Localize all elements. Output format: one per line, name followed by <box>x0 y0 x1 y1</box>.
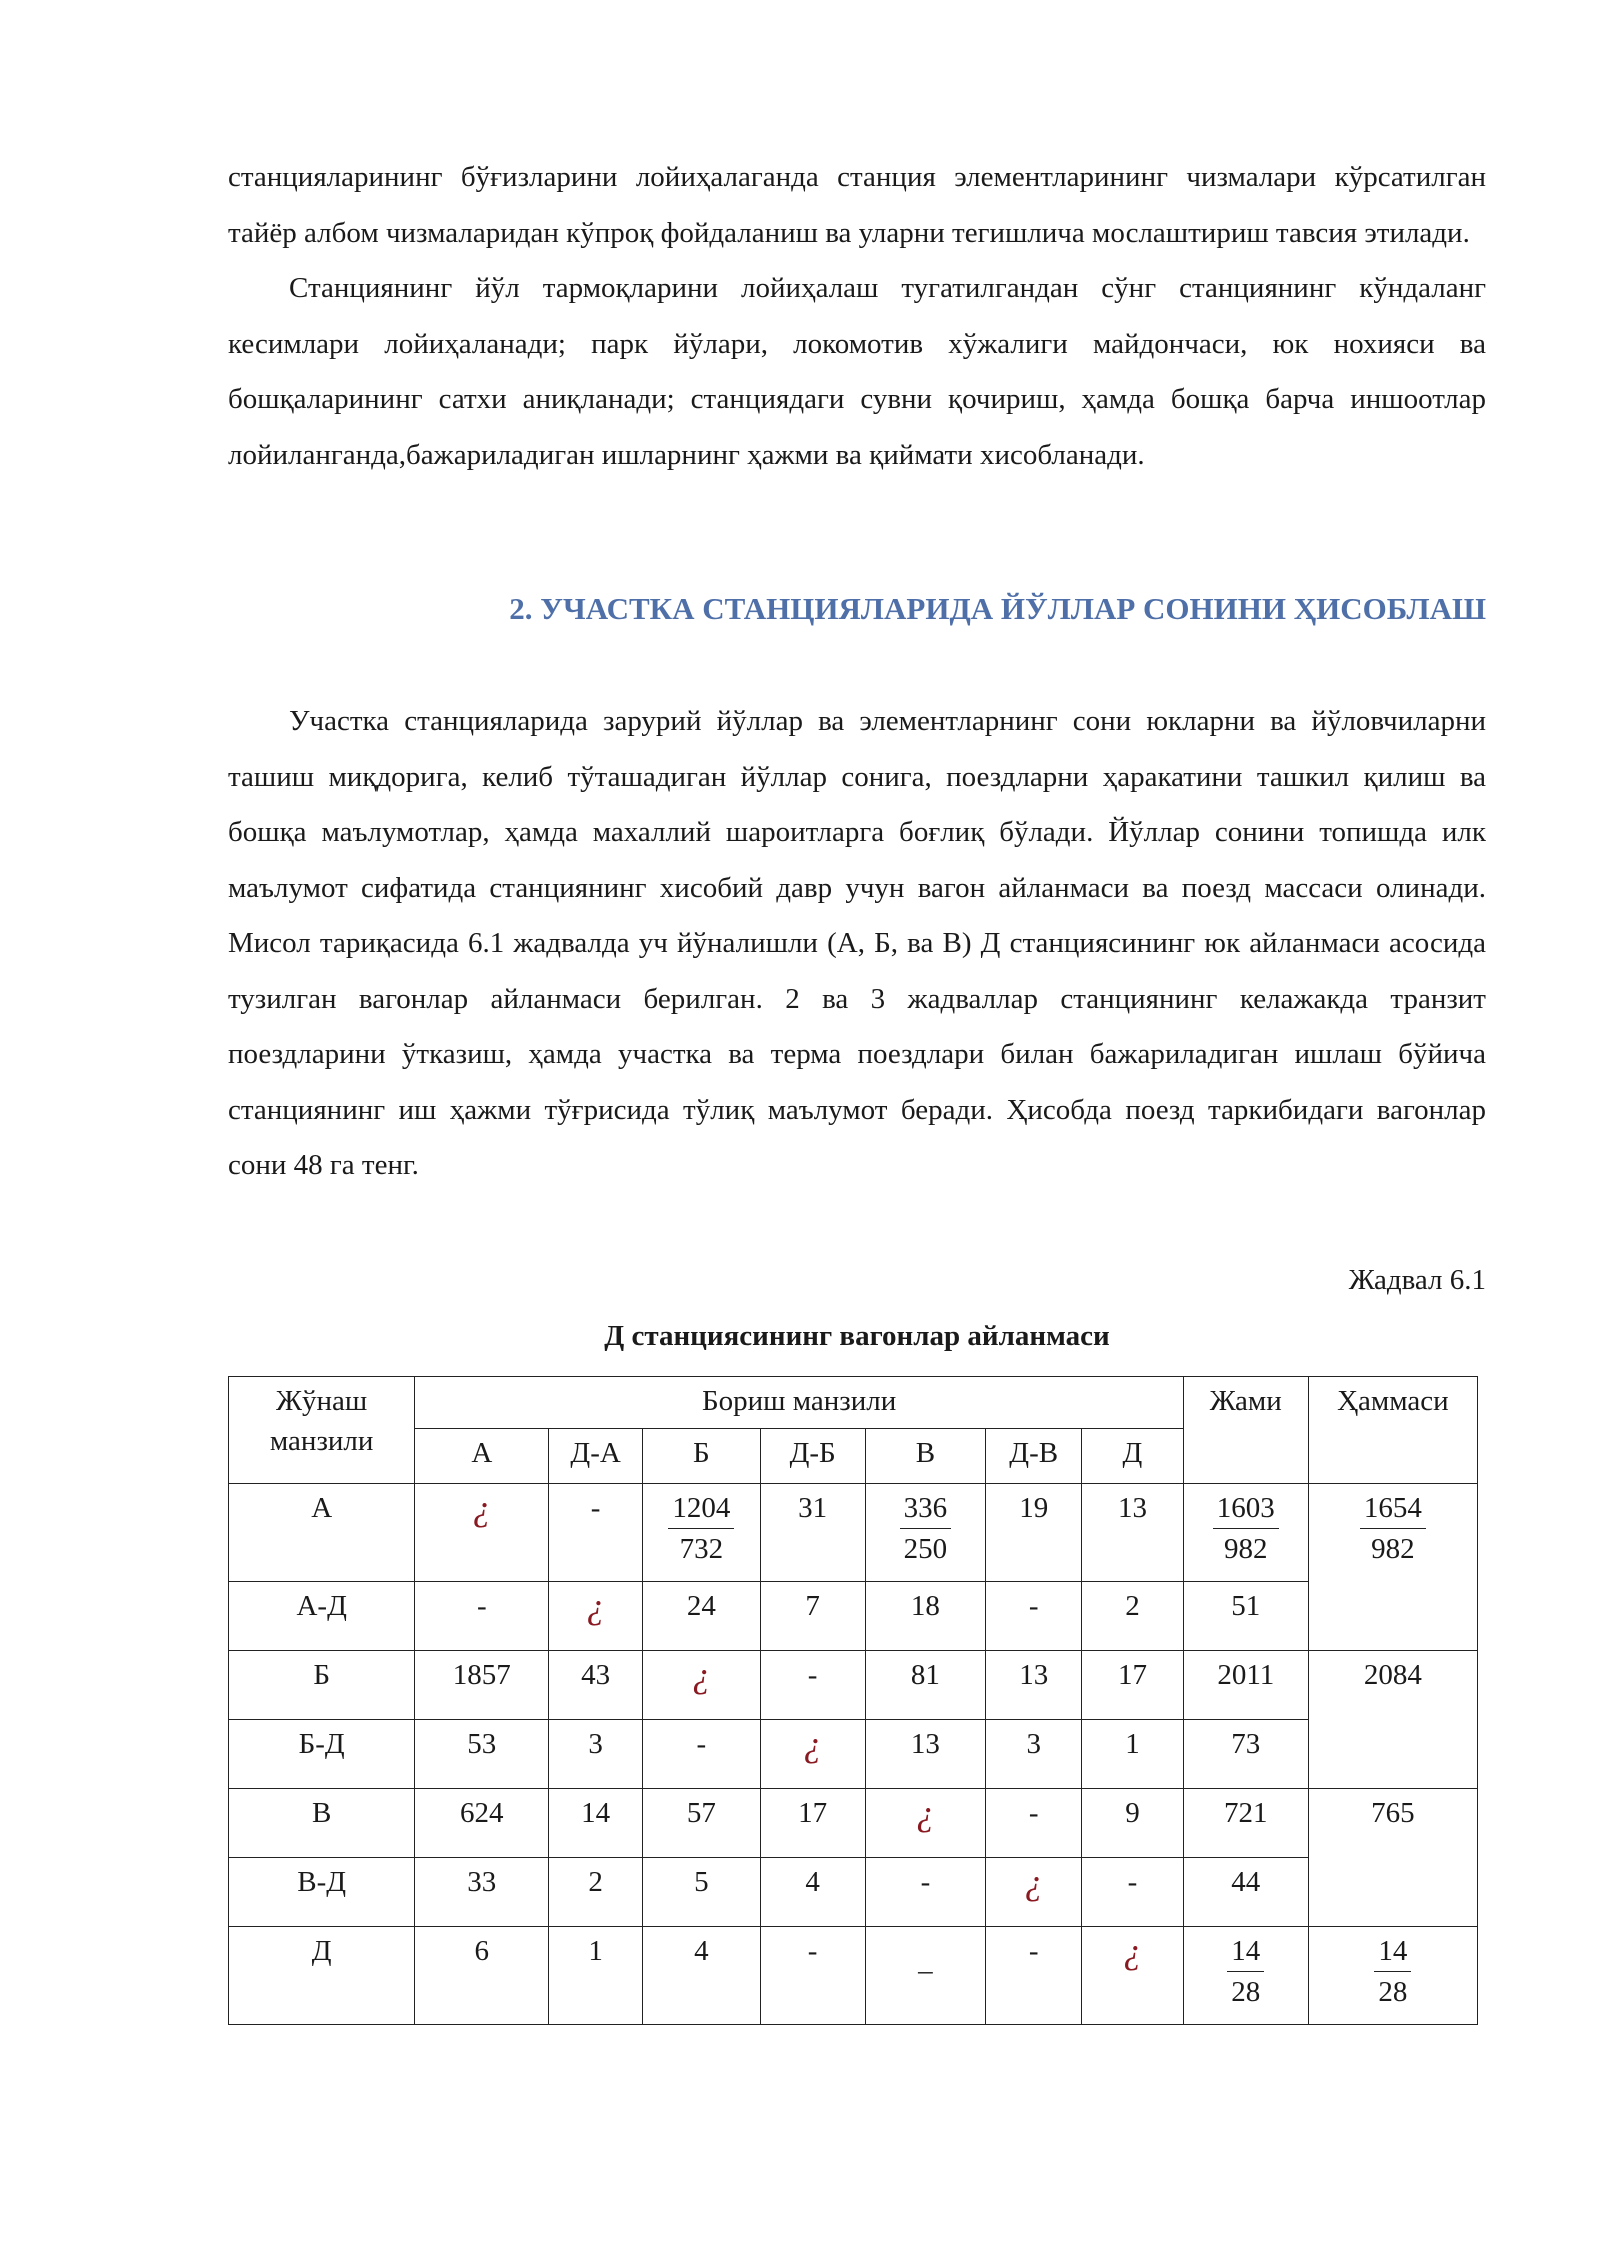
table-row <box>229 1927 1478 2025</box>
table-cell: 53 <box>415 1720 549 1789</box>
row-label: А <box>229 1484 415 1582</box>
row-label: А-Д <box>229 1582 415 1651</box>
table-cell: 31 <box>760 1484 865 1582</box>
table-cell: 1 <box>1082 1720 1184 1789</box>
inverted-question-symbol: ¿ <box>1123 1931 1142 1971</box>
inverted-question-symbol: ¿ <box>586 1586 605 1626</box>
header-to: Бориш манзили <box>415 1377 1184 1429</box>
fraction-denominator: 732 <box>679 1533 724 1565</box>
table-cell: 17 <box>1082 1651 1184 1720</box>
table-row <box>229 1484 1478 1582</box>
fraction <box>900 1488 952 1569</box>
table-cell: 5 <box>642 1858 760 1927</box>
fraction <box>1374 1931 1411 2012</box>
fraction-denominator: 28 <box>1378 1976 1408 2008</box>
table-cell: 81 <box>865 1651 986 1720</box>
header-col-d: Д <box>1082 1429 1184 1484</box>
table-cell <box>1082 1927 1184 2025</box>
table-row <box>229 1651 1478 1720</box>
table-cell: 4 <box>642 1927 760 2025</box>
table-cell: 1 <box>549 1927 643 2025</box>
table-cell: 13 <box>986 1651 1082 1720</box>
row-total: 73 <box>1183 1720 1308 1789</box>
table-cell <box>865 1484 986 1582</box>
body-text-top <box>228 150 1486 483</box>
header-col-d-b: Д-Б <box>760 1429 865 1484</box>
fraction <box>668 1488 734 1569</box>
table-cell: 2 <box>1082 1582 1184 1651</box>
header-col-v: В <box>865 1429 986 1484</box>
row-label: В-Д <box>229 1858 415 1927</box>
table-cell: 7 <box>760 1582 865 1651</box>
row-total: 44 <box>1183 1858 1308 1927</box>
fraction-numerator: 1654 <box>1360 1488 1426 1529</box>
table-cell: - <box>760 1651 865 1720</box>
fraction-numerator: 1204 <box>668 1488 734 1529</box>
table-cell: - <box>986 1789 1082 1858</box>
inverted-question-symbol: ¿ <box>1024 1862 1043 1902</box>
table-cell: - <box>986 1582 1082 1651</box>
table-cell: 1857 <box>415 1651 549 1720</box>
header-col-d-v: Д-В <box>986 1429 1082 1484</box>
table-cell: 13 <box>1082 1484 1184 1582</box>
table-header-row-1 <box>229 1377 1478 1429</box>
row-label: Б <box>229 1651 415 1720</box>
table-cell: - <box>865 1858 986 1927</box>
table-row <box>229 1789 1478 1858</box>
fraction-denominator: 250 <box>903 1533 948 1565</box>
table-cell: - <box>415 1582 549 1651</box>
table-cell <box>760 1720 865 1789</box>
fraction-numerator: 14 <box>1227 1931 1264 1972</box>
row-total: 51 <box>1183 1582 1308 1651</box>
table-cell: - <box>1082 1858 1184 1927</box>
row-label: В <box>229 1789 415 1858</box>
table-cell: 57 <box>642 1789 760 1858</box>
table-cell: - <box>986 1927 1082 2025</box>
table-cell: - <box>760 1927 865 2025</box>
header-from-line1: Жўнаш <box>276 1385 368 1417</box>
header-col-d-a: Д-А <box>549 1429 643 1484</box>
table-cell: 6 <box>415 1927 549 2025</box>
table-cell: 17 <box>760 1789 865 1858</box>
grand-total-b: 2084 <box>1308 1651 1477 1789</box>
row-total: 721 <box>1183 1789 1308 1858</box>
fraction-numerator: 14 <box>1374 1931 1411 1972</box>
table-cell: 18 <box>865 1582 986 1651</box>
fraction-denominator: 982 <box>1224 1533 1268 1565</box>
table-cell <box>415 1484 549 1582</box>
table-cell <box>642 1651 760 1720</box>
header-col-a: А <box>415 1429 549 1484</box>
fraction <box>1227 1931 1264 2012</box>
fraction-denominator: 982 <box>1371 1533 1415 1565</box>
table-cell <box>986 1858 1082 1927</box>
table-cell: - <box>642 1720 760 1789</box>
paragraph-3: Участка станцияларида зарурий йўллар ва элементларнинг сони юкларни ва йўловчиларни ташиш миқдорига, келиб тўташадиган йўллар сонига, поездларни ҳаракатини ташкил қилиш ва бошқа маълумотлар, ҳамда махаллий шароитларга боғлиқ бўлади. Йўллар сонини топишда илк маълумот сифатида станциянинг хисобий давр учун вагон айланмаси ва поезд массаси олинади. Мисол тариқасида 6.1 жадвалда уч йўналишли (А, Б, ва В) Д станциясининг юк айланмаси асосида тузилган вагонлар айланмаси берилган. 2 ва 3 жадваллар станциянинг келажакда транзит поездларини ўтказиш, ҳамда участка ва терма поездлари билан бажариладиган ишлаш бўйича станциянинг иш ҳажми тўғрисида тўлиқ маълумот беради. Ҳисобда поезд таркибидаги вагонлар сони 48 га тенг. <box>228 705 1486 1181</box>
table-cell <box>549 1582 643 1651</box>
table-row <box>229 1720 1478 1789</box>
table-cell: 3 <box>986 1720 1082 1789</box>
table-cell: - <box>549 1484 643 1582</box>
table-cell: 19 <box>986 1484 1082 1582</box>
fraction <box>1213 1488 1279 1569</box>
table-number: Жадвал 6.1 <box>1348 1264 1486 1296</box>
section-heading: 2. УЧАСТКА СТАНЦИЯЛАРИДА ЙЎЛЛАР СОНИНИ ҲИСОБЛАШ <box>509 591 1486 626</box>
row-total: 2011 <box>1183 1651 1308 1720</box>
table-cell: 3 <box>549 1720 643 1789</box>
header-from-line2: манзили <box>269 1425 374 1457</box>
inverted-question-symbol: ¿ <box>916 1793 935 1833</box>
inverted-question-symbol: ¿ <box>692 1655 711 1695</box>
wagon-turnover-table <box>228 1376 1478 2025</box>
inverted-question-symbol: ¿ <box>472 1488 491 1528</box>
grand-total-v: 765 <box>1308 1789 1477 1927</box>
header-total: Жами <box>1183 1377 1308 1484</box>
table-cell: 24 <box>642 1582 760 1651</box>
paragraph-1: станцияларининг бўғизларини лойиҳалаганда станция элементларининг чизмалари кўрсатилган тайёр албом чизмаларидан кўпроқ фойдаланиш ва уларни тегишлича мослаштириш тавсия этилади. <box>228 161 1486 249</box>
table-cell: 43 <box>549 1651 643 1720</box>
fraction-numerator: 1603 <box>1213 1488 1279 1529</box>
fraction-denominator: 28 <box>1231 1976 1261 2008</box>
table-cell: 13 <box>865 1720 986 1789</box>
table-title: Д станциясининг вагонлар айланмаси <box>604 1320 1110 1352</box>
table-cell: 33 <box>415 1858 549 1927</box>
fraction-numerator: 336 <box>900 1488 952 1529</box>
header-from <box>229 1377 415 1484</box>
underscore-mark: _ <box>918 1945 933 1977</box>
table-cell <box>642 1484 760 1582</box>
table-cell: 4 <box>760 1858 865 1927</box>
table-cell <box>865 1789 986 1858</box>
header-col-b: Б <box>642 1429 760 1484</box>
table-cell: 9 <box>1082 1789 1184 1858</box>
fraction <box>1360 1488 1426 1569</box>
row-label: Б-Д <box>229 1720 415 1789</box>
row-total <box>1183 1927 1308 2025</box>
header-grand-total: Ҳаммаси <box>1308 1377 1477 1484</box>
table-cell: 624 <box>415 1789 549 1858</box>
table-row <box>229 1858 1478 1927</box>
inverted-question-symbol: ¿ <box>803 1724 822 1764</box>
table-cell: 2 <box>549 1858 643 1927</box>
table-cell: 14 <box>549 1789 643 1858</box>
row-total <box>1183 1484 1308 1582</box>
row-label: Д <box>229 1927 415 2025</box>
body-text-middle <box>228 694 1486 1194</box>
table-row <box>229 1582 1478 1651</box>
paragraph-2: Станциянинг йўл тармоқларини лойиҳалаш тугатилгандан сўнг станциянинг кўндаланг кесимлари лойиҳаланади; парк йўлари, локомотив хўжалиги майдончаси, юк нохияси ва бошқаларининг сатхи аниқланади; станциядаги сувни қочириш, ҳамда бошқа барча иншоотлар лойиланганда,бажариладиган ишларнинг ҳажми ва қиймати хисобланади. <box>228 272 1486 471</box>
table-cell <box>865 1927 986 2025</box>
grand-total-d <box>1308 1927 1477 2025</box>
grand-total-a <box>1308 1484 1477 1651</box>
